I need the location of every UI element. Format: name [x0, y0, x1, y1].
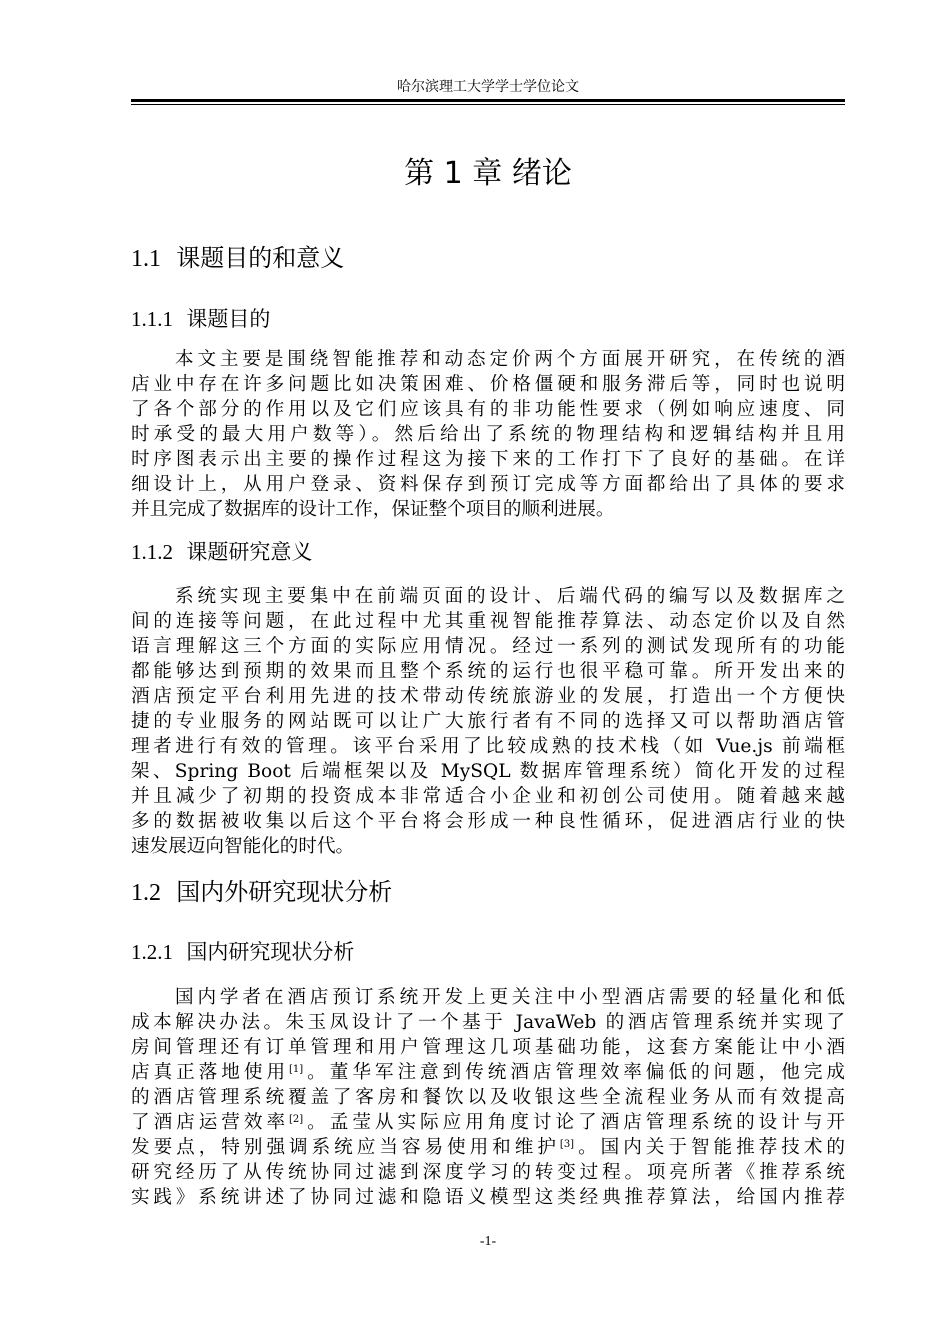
section-heading-1-2: [131, 876, 845, 909]
paragraph-3: [131, 985, 845, 1210]
page-number: -1-: [479, 1234, 497, 1249]
section-title: 课题研究意义: [186, 540, 313, 564]
section-title: 课题目的: [186, 307, 271, 331]
paragraph-line: 时序图表示出主要的操作过程这为接下来的工作打下了良好的基础。在详: [131, 449, 845, 470]
paragraph-line: 成本解决办法。朱玉凤设计了一个基于 JavaWeb 的酒店管理系统并实现了: [131, 1012, 845, 1033]
paragraph-line: 实践》系统讲述了协同过滤和隐语义模型这类经典推荐算法，给国内推荐: [131, 1187, 845, 1208]
paragraph-line: 都能够达到预期的效果而且整个系统的运行也很平稳可靠。所开发出来的: [131, 661, 845, 682]
paragraph-line: 速发展迈向智能化的时代。: [131, 836, 355, 857]
section-title: 国内外研究现状分析: [176, 878, 393, 906]
section-number: 1.1.1: [131, 307, 173, 331]
citation-ref-1[interactable]: [1]: [289, 1064, 304, 1075]
section-number: 1.2: [131, 880, 161, 906]
section-heading-1-1: [131, 242, 845, 275]
paragraph-line: 系统实现主要集中在前端页面的设计、后端代码的编写以及数据库之: [175, 586, 845, 607]
paragraph-2: [131, 584, 845, 859]
paragraph-line: 细设计上，从用户登录、资料保存到预订完成等方面都给出了具体的要求: [131, 474, 845, 495]
text-run: 。董华军注意到传统酒店管理效率偏低的问题，他完成: [303, 1062, 845, 1083]
paragraph-line: 研究经历了从传统协同过滤到深度学习的转变过程。项亮所著《推荐系统: [131, 1162, 845, 1183]
citation-ref-2[interactable]: [2]: [289, 1114, 304, 1125]
paragraph-line: 架、Spring Boot 后端框架以及 MySQL 数据库管理系统）简化开发的过程: [131, 761, 845, 782]
paragraph-line: 时承受的最大用户数等）。然后给出了系统的物理结构和逻辑结构并且用: [131, 424, 845, 445]
paragraph-line: 间的连接等问题，在此过程中尤其重视智能推荐算法、动态定价以及自然: [131, 611, 845, 632]
section-heading-1-1-2: [131, 538, 845, 566]
paragraph-1: [131, 347, 845, 522]
paragraph-line: 语言理解这三个方面的实际应用情况。经过一系列的测试发现所有的功能: [131, 636, 845, 657]
paragraph-line: 店业中存在许多问题比如决策困难、价格僵硬和服务滞后等，同时也说明: [131, 374, 845, 395]
paragraph-line: 了各个部分的作用以及它们应该具有的非功能性要求（例如响应速度、同: [131, 399, 845, 420]
section-number: 1.1.2: [131, 540, 173, 564]
section-title: 课题目的和意义: [176, 244, 345, 272]
paragraph-line: [131, 1060, 845, 1085]
paragraph-line: 理者进行有效的管理。该平台采用了比较成熟的技术栈（如 Vue.js 前端框: [131, 736, 845, 757]
paragraph-line: 酒店预定平台利用先进的技术带动传统旅游业的发展，打造出一个方便快: [131, 686, 845, 707]
header-rule-thin: [131, 104, 845, 105]
paragraph-line: 捷的专业服务的网站既可以让广大旅行者有不同的选择又可以帮助酒店管: [131, 711, 845, 732]
section-heading-1-2-1: [131, 938, 845, 966]
text-run: 店真正落地使用: [131, 1062, 290, 1083]
paragraph-line: 本文主要是围绕智能推荐和动态定价两个方面展开研究，在传统的酒: [175, 349, 845, 370]
paragraph-line: 多的数据被收集以后这个平台将会形成一种良性循环，促进酒店行业的快: [131, 811, 845, 832]
paragraph-line: [131, 1135, 845, 1160]
section-number: 1.2.1: [131, 940, 173, 964]
paragraph-line: [131, 1110, 845, 1135]
paragraph-line: 的酒店管理系统覆盖了客房和餐饮以及收银这些全流程业务从而有效提高: [131, 1087, 845, 1108]
header-rule-thick: [131, 99, 845, 102]
text-run: 。孟莹从实际应用角度讨论了酒店管理系统的设计与开: [303, 1112, 845, 1133]
text-run: 。国内关于智能推荐技术的: [574, 1137, 845, 1158]
paragraph-line: 房间管理还有订单管理和用户管理这几项基础功能，这套方案能让中小酒: [131, 1037, 845, 1058]
citation-ref-3[interactable]: [3]: [559, 1139, 575, 1150]
chapter-title: 第 1 章 绪论: [404, 156, 572, 191]
paragraph-line: 并且完成了数据库的设计工作，保证整个项目的顺利进展。: [131, 499, 615, 520]
section-heading-1-1-1: [131, 305, 845, 333]
section-title: 国内研究现状分析: [186, 940, 355, 964]
paragraph-line: 并且减少了初期的投资成本非常适合小企业和初创公司使用。随着越来越: [131, 786, 845, 807]
paragraph-line: 国内学者在酒店预订系统开发上更关注中小型酒店需要的轻量化和低: [175, 987, 845, 1008]
text-run: 了酒店运营效率: [131, 1112, 290, 1133]
text-run: 发要点，特别强调系统应当容易使用和维护: [131, 1137, 560, 1158]
running-header: 哈尔滨理工大学学士学位论文: [397, 79, 579, 95]
section-number: 1.1: [131, 246, 161, 272]
